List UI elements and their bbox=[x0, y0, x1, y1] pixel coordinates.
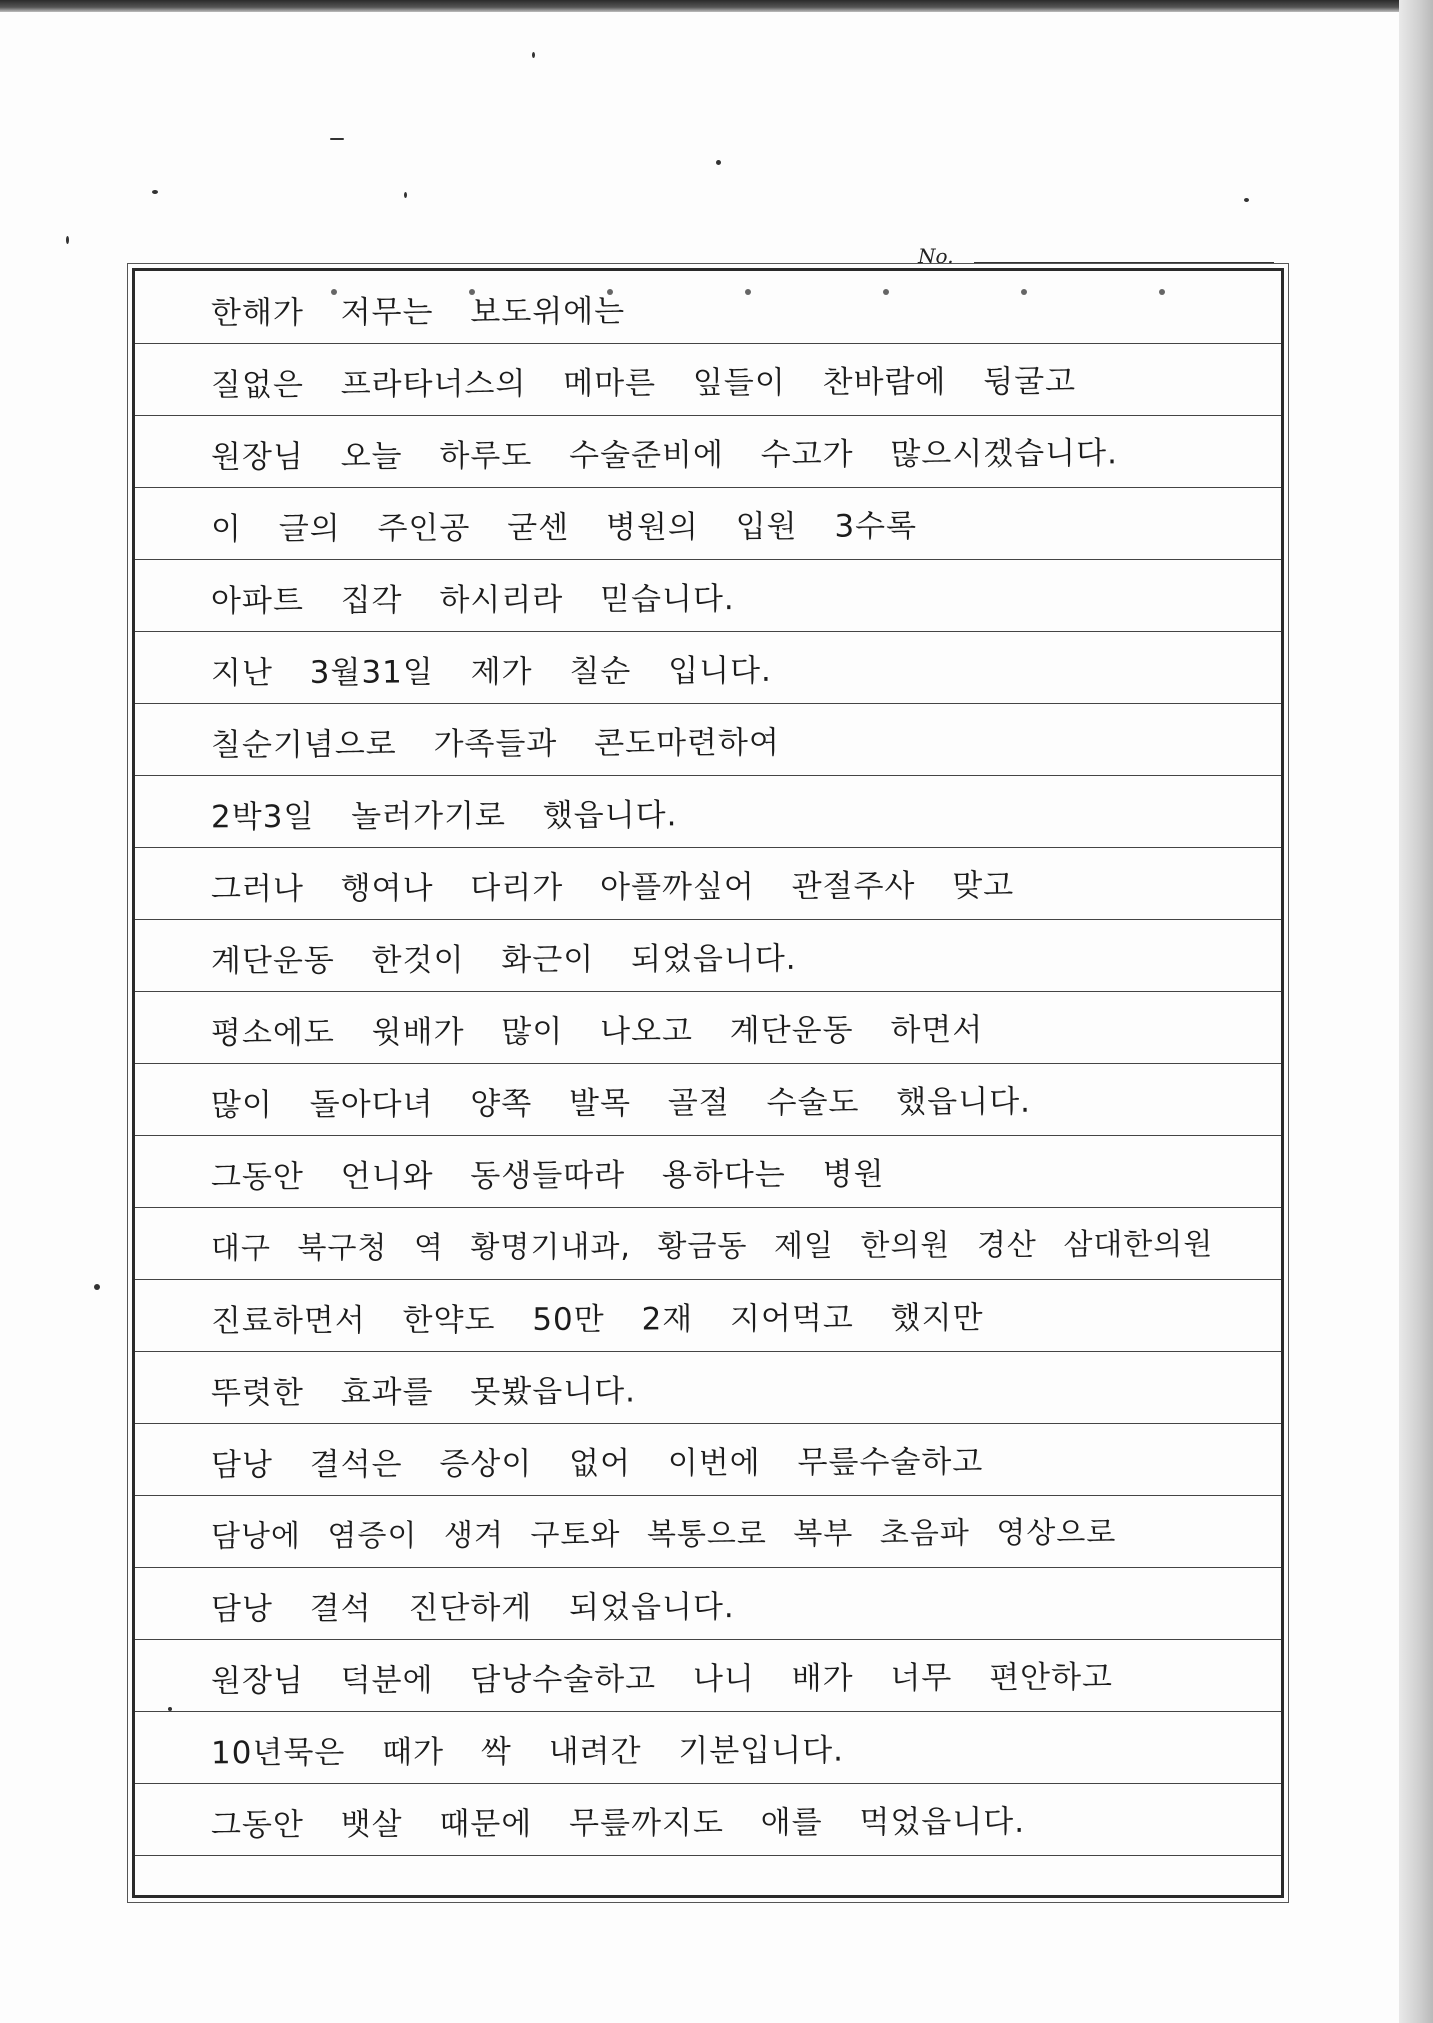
ruled-line bbox=[135, 487, 1281, 488]
handwritten-line: 원장님 오늘 하루도 수술준비에 수고가 많으시겠습니다. bbox=[210, 435, 1118, 476]
handwritten-line: 2박3일 놀러가기로 했읍니다. bbox=[210, 797, 678, 836]
ruled-line bbox=[135, 847, 1281, 848]
handwritten-line: 진료하면서 한약도 50만 2재 지어먹고 했지만 bbox=[210, 1299, 984, 1340]
handwritten-line: 아파트 집각 하시리라 믿습니다. bbox=[210, 581, 735, 620]
ruled-line bbox=[135, 1783, 1281, 1784]
ruled-line bbox=[135, 1423, 1281, 1424]
handwritten-line: 10년묵은 때가 싹 내려간 기분입니다. bbox=[210, 1732, 845, 1772]
handwritten-line: 대구 북구청 역 황명기내과, 황금동 제일 한의원 경산 삼대한의원 bbox=[210, 1226, 1214, 1267]
ruled-line bbox=[135, 1063, 1281, 1064]
ruled-frame bbox=[132, 268, 1284, 1898]
ruled-line bbox=[135, 919, 1281, 920]
handwritten-line: 뚜렷한 효과를 못봤읍니다. bbox=[210, 1373, 637, 1412]
page-number-field bbox=[918, 244, 1280, 268]
ruled-line bbox=[135, 559, 1281, 560]
scan-top-edge bbox=[0, 0, 1433, 12]
handwritten-line: 담낭 결석은 증상이 없어 이번에 무릎수술하고 bbox=[210, 1443, 984, 1484]
handwritten-line: 그러나 행여나 다리가 아플까싶어 관절주사 맞고 bbox=[210, 867, 1015, 908]
ruled-line bbox=[135, 703, 1281, 704]
handwritten-line: 담낭에 염증이 생겨 구토와 복통으로 복부 초음파 영상으로 bbox=[210, 1515, 1117, 1555]
scan-speck bbox=[716, 160, 721, 165]
scan-speck bbox=[1244, 198, 1249, 202]
handwritten-line: 담낭 결석 진단하게 되었읍니다. bbox=[210, 1589, 735, 1628]
handwritten-line: 한해가 저무는 보도위에는 bbox=[210, 293, 626, 332]
ruled-line bbox=[135, 343, 1281, 344]
ruled-line bbox=[135, 631, 1281, 632]
scan-speck bbox=[66, 236, 69, 244]
scan-speck bbox=[152, 190, 158, 194]
ruled-line bbox=[135, 1711, 1281, 1712]
ruled-line bbox=[135, 1279, 1281, 1280]
handwritten-line: 이 글의 주인공 굳센 병원의 입원 3수록 bbox=[210, 508, 918, 548]
ruled-line bbox=[135, 1207, 1281, 1208]
scan-right-edge bbox=[1399, 0, 1433, 2023]
ruled-line bbox=[135, 991, 1281, 992]
ruled-line bbox=[135, 1639, 1281, 1640]
ruled-line bbox=[135, 1567, 1281, 1568]
scan-speck bbox=[94, 1284, 100, 1290]
handwritten-line: 그동안 언니와 동생들따라 용하다는 병원 bbox=[210, 1156, 885, 1196]
handwritten-line: 칠순기념으로 가족들과 콘도마련하여 bbox=[210, 724, 780, 764]
scan-speck bbox=[330, 138, 344, 140]
handwritten-line: 많이 돌아다녀 양쪽 발목 골절 수술도 했읍니다. bbox=[210, 1083, 1032, 1124]
ruled-line bbox=[135, 1495, 1281, 1496]
handwritten-line: 원장님 덕분에 담낭수술하고 나니 배가 너무 편안하고 bbox=[210, 1659, 1114, 1700]
handwritten-line: 평소에도 윗배가 많이 나오고 계단운동 하면서 bbox=[210, 1011, 984, 1052]
handwritten-line: 질없은 프라타너스의 메마른 잎들이 찬바람에 뒹굴고 bbox=[210, 363, 1077, 404]
handwritten-line: 그동안 뱃살 때문에 무릎까지도 애를 먹었읍니다. bbox=[210, 1803, 1026, 1844]
ruled-line bbox=[135, 775, 1281, 776]
ruled-line bbox=[135, 1855, 1281, 1856]
ruled-line bbox=[135, 1135, 1281, 1136]
handwritten-line: 지난 3월31일 제가 칠순 입니다. bbox=[210, 652, 772, 692]
ruled-line bbox=[135, 415, 1281, 416]
scan-speck bbox=[404, 192, 407, 198]
handwritten-line: 계단운동 한것이 화근이 되었읍니다. bbox=[210, 940, 797, 980]
page-number-line bbox=[974, 262, 1274, 263]
scan-speck bbox=[532, 52, 535, 58]
ruled-line bbox=[135, 1351, 1281, 1352]
page-number-label: No. bbox=[918, 244, 954, 268]
